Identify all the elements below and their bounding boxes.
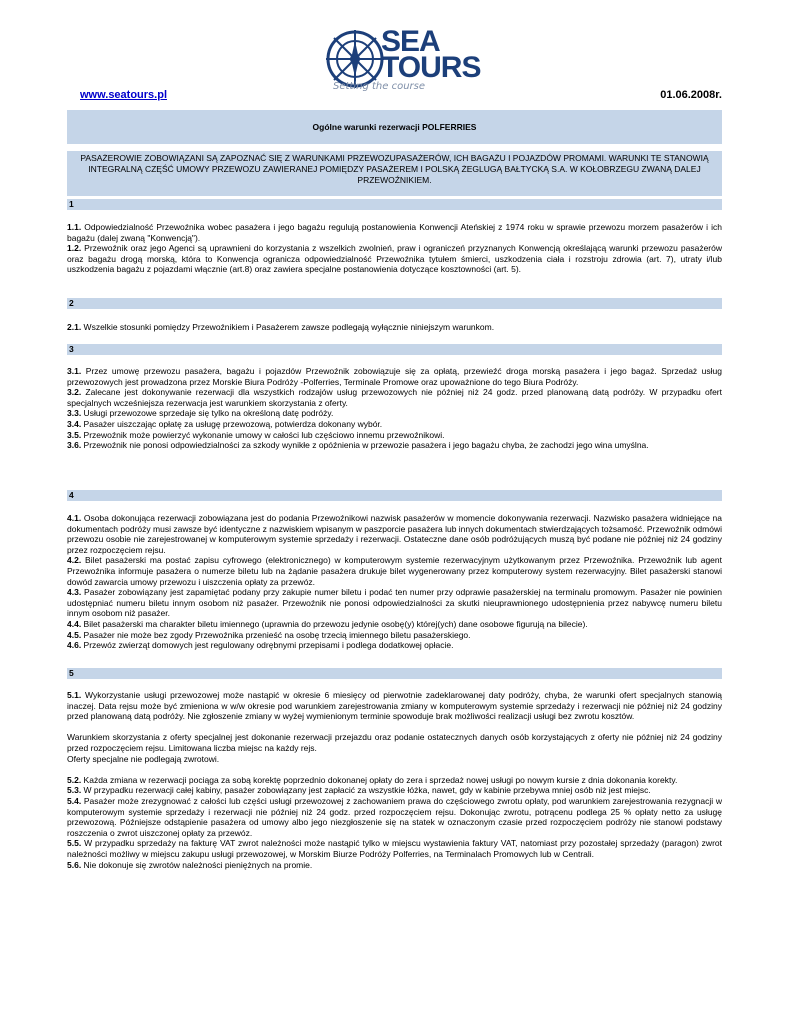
header-row	[67, 89, 722, 105]
clause-text: Wykorzystanie usługi przewozowej może nastąpić w okresie 6 miesięcy od pierwotnie zadeklarowanej daty podróży, chyba, że warunki ofert specjalnych stanowią inaczej. Data rejsu może być zmieniona w w/w okresie pod warunkiem zarejestrowania zmiany w komputerowym systemie sprzedaży i rezerwacji nie później niż 24 godziny przed planowaną datą podróży. Nie zgłoszenie zmiany w wyżej wymienionym terminie spowoduje brak możliwości realizacji usługi bez zwrotu kosztów.	[67, 690, 722, 722]
paragraph-gap	[67, 764, 722, 775]
clause-text: W przypadku rezerwacji całej kabiny, pasażer zobowiązany jest zapłacić za wszystkie łóżka, nawet, gdy w kabinie przebywa mniej osób niż jest miejsc.	[81, 785, 651, 796]
clause-text: Usługi przewozowe sprzedaje się tylko na określoną datę podróży.	[81, 408, 334, 419]
clause-number: 1.2.	[67, 243, 82, 254]
clause-text: Przez umowę przewozu pasażera, bagażu i pojazdów Przewoźnik zobowiązuje się za opłatą, przewieźć droga morską pasażera i jego bagaż. Sprzedaż usług przewozowych jest prowadzona przez Morskie Biura Podróży -Polferries, Terminale Promowe oraz upoważnione do tego Biura Podróży.	[67, 366, 722, 387]
paragraph	[67, 754, 722, 765]
clause-text: Warunkiem skorzystania z oferty specjalnej jest dokonanie rezerwacji przejazdu oraz podanie ostatecznych danych osób korzystających z oferty nie później niż 24 godziny przed rozpoczęciem rejsu. Limitowana liczba miejsc na każdy rejs.	[67, 732, 722, 753]
clause-number: 5.2.	[67, 774, 82, 785]
clause-number: 4.1.	[67, 513, 82, 523]
section-text-1	[67, 222, 722, 275]
paragraph	[67, 796, 722, 838]
paragraph	[67, 408, 722, 419]
paragraph	[67, 732, 722, 753]
clause-number: 3.1.	[67, 366, 82, 376]
clause-number: 4.4.	[67, 618, 82, 629]
clause-number: 4.6.	[67, 640, 82, 651]
clause-text: Pasażer nie może bez zgody Przewoźnika przenieść na osobę trzecią imiennego biletu pasażerskiego.	[81, 629, 471, 640]
document-title: Ogólne warunki rezerwacji POLFERRIES	[67, 110, 722, 144]
clause-text: W przypadku sprzedaży na fakturę VAT zwrot należności może nastąpić tylko w miejscu wystawienia faktury VAT, natomiast przy pozostałej sprzedaży (paragon) zwrot należności możliwy w miejscu zakupu usługi przewozowej, w Morskim Biurze Podróży Polferries, na Terminalach Promowych lub w Centrali.	[67, 838, 722, 859]
clause-number: 5.3.	[67, 785, 82, 796]
clause-number: 4.3.	[67, 587, 82, 598]
clause-text: Oferty specjalne nie podlegają zwrotowi.	[67, 753, 220, 764]
paragraph	[67, 838, 722, 859]
paragraph	[67, 513, 722, 555]
paragraph	[67, 419, 722, 430]
paragraph	[67, 690, 722, 722]
clause-number: 3.4.	[67, 418, 82, 429]
clause-number: 2.1.	[67, 322, 82, 332]
paragraph	[67, 619, 722, 630]
logo-tours-text: TOURS	[381, 51, 481, 84]
paragraph	[67, 440, 722, 451]
document-date: 01.06.2008r.	[660, 89, 722, 101]
clause-text: Nie dokonuje się zwrotów należności pieniężnych na promie.	[81, 859, 313, 870]
clause-number: 3.5.	[67, 429, 82, 440]
clause-text: Pasażer zobowiązany jest zapamiętać podany przy zakupie numer biletu i podać ten numer przy odprawie pasażerskiej na terminalu promowym. Pasażer nie powinien udostępniać numeru biletu innym osobom niż pasażer. Przewoźnik nie ponosi odpowiedzialności za skutki nieuprawnionego udostępnienia przez nabywcę numeru biletu innym osobom niż pasażer.	[67, 587, 722, 619]
notice-banner: PASAŻEROWIE ZOBOWIĄZANI SĄ ZAPOZNAĆ SIĘ Z WARUNKAMI PRZEWOZUPASAŻERÓW, ICH BAGAŻU I POJAZDÓW PROMAMI. WARUNKI TE STANOWIĄ INTEGRALNĄ CZĘŚĆ UMOWY PRZEWOZU ZAWIERANEJ POMIĘDZY PASAŻEREM I POLSKĄ ŻEGLUGĄ BAŁTYCKĄ S.A. W KOŁOBRZEGU ZWANĄ DALEJ PRZEWOŹNIKIEM.	[67, 151, 722, 196]
clause-text: Bilet pasażerski ma charakter biletu imiennego (uprawnia do przewozu jedynie osobę(y) której(ych) dane osobowe figurują na bilecie).	[81, 618, 588, 629]
logo-tagline: Setting the course	[333, 81, 426, 92]
clause-text: Przewoźnik może powierzyć wykonanie umowy w całości lub częściowo innemu przewoźnikowi.	[81, 429, 445, 440]
section-text-2	[67, 322, 722, 333]
paragraph	[67, 243, 722, 275]
paragraph	[67, 860, 722, 871]
clause-text: Osoba dokonująca rezerwacji zobowiązana jest do podania Przewoźnikowi nazwisk pasażerów w momencie dokonywania rezerwacji. Nazwisko pasażera widniejące na dokumentach podróży musi zawsze być identyczne z nazwiskiem wpisanym w paszporcie pasażera lub innych dokumentach stwierdzających tożsamość. Przewoźnik odmówi przewozu osobie nie zarejestrowanej w komputerowym systemie sprzedaży i rezerwacji. Ostateczne dane osób podróżujących muszą być podane nie później niż 24 godziny przez rozpoczęciem rejsu.	[67, 513, 722, 555]
clause-text: Każda zmiana w rezerwacji pociąga za sobą korektę poprzednio dokonanej opłaty do zera i sprzedaż nowej usługi po nowym kursie z dnia dokonania korekty.	[81, 774, 678, 785]
section-header-2: 2	[67, 298, 722, 309]
paragraph	[67, 430, 722, 441]
clause-number: 3.6.	[67, 440, 82, 451]
paragraph	[67, 775, 722, 786]
paragraph	[67, 387, 722, 408]
section-text-3	[67, 366, 722, 451]
paragraph	[67, 322, 722, 333]
clause-number: 5.1.	[67, 690, 82, 700]
section-header-5: 5	[67, 668, 722, 679]
section-text-4	[67, 513, 722, 651]
section-text-5	[67, 690, 722, 870]
clause-text: Pasażer uiszczając opłatę za usługę przewozową, potwierdza dokonany wybór.	[81, 418, 383, 429]
clause-number: 4.5.	[67, 629, 82, 640]
section-header-4: 4	[67, 490, 722, 501]
clause-number: 3.3.	[67, 408, 82, 419]
paragraph-gap	[67, 722, 722, 733]
clause-text: Przewóz zwierząt domowych jest regulowany odrębnymi przepisami i podlega dodatkowej opłacie.	[81, 640, 454, 651]
clause-number: 4.2.	[67, 555, 82, 566]
clause-number: 5.6.	[67, 859, 82, 870]
clause-number: 3.2.	[67, 387, 82, 398]
clause-text: Odpowiedzialność Przewoźnika wobec pasażera i jego bagażu regulują postanowienia Konwencji Ateńskiej z 1974 roku w sprawie przewozu morzem pasażerów i ich bagażu (dalej zwaną "Konwencją").	[67, 222, 722, 243]
clause-number: 1.1.	[67, 222, 82, 232]
website-link[interactable]: www.seatours.pl	[80, 89, 168, 101]
ship-wheel-icon	[325, 29, 385, 89]
logo-sea-text: SEA	[381, 25, 440, 58]
clause-text: Przewoźnik nie ponosi odpowiedzialności za szkody wynikłe z opóźnienia w przewozie pasażera i jego bagażu chyba, że zachodzi jego wina umyślna.	[81, 440, 649, 451]
paragraph	[67, 630, 722, 641]
clause-text: Zalecane jest dokonywanie rezerwacji dla wszystkich rodzajów usług przewozowych nie później niż 24 godz. przed planowaną datą podróży. W przypadku ofert specjalnych wcześniejsza rezerwacja jest warunkiem skorzystania z oferty.	[67, 387, 722, 408]
clause-text: Bilet pasażerski ma postać zapisu cyfrowego (elektronicznego) w komputerowym systemie rezerwacyjnym użytkowanym przez Przewoźnika. Przewoźnik lub agent Przewoźnika informuje pasażera o numerze biletu lub na żądanie pasażera drukuje bilet wygenerowany przez komputerowy system rezerwacyjny. Bilet pasażerski stanowi dowód zawarcia umowy przewozu i uiszczenia opłaty za przewóz.	[67, 555, 722, 587]
clause-number: 5.5.	[67, 838, 82, 849]
clause-text: Pasażer może zrezygnować z całości lub części usługi przewozowej z zachowaniem prawa do częściowego zwrotu opłaty, pod warunkiem zarejestrowania rezygnacji w komputerowym systemie sprzedaży i rezerwacji nie później niż 24 godz. przed rozpoczęciem rejsu. Dokonując zwrotu, potrącenu podlega 25 % opłaty netto za usługę przewozową. Późniejsze odstąpienie pasażera od umowy albo jego niezgłoszenie się na statek w oznaczonym czasie przed rozpoczęciem podróży nie stanowi podstawy roszczenia o zwrot uiszczonej opłaty za przewóz.	[67, 795, 722, 838]
seatours-logo	[325, 25, 481, 95]
clause-number: 5.4.	[67, 795, 82, 806]
section-header-3: 3	[67, 344, 722, 355]
paragraph	[67, 555, 722, 587]
paragraph	[67, 785, 722, 796]
paragraph	[67, 222, 722, 243]
clause-text: Przewoźnik oraz jego Agenci są uprawnieni do korzystania z wszelkich zwolnień, praw i ograniczeń przyznanych Konwencją określającą warunki przewozu pasażerów oraz bagażu drogą morską, która to Konwencja ogranicza odpowiedzialność Przewoźnika tytułem śmierci, uszkodzenia ciała i rozstroju zdrowia (art. 7), utraty i/lub uszkodzenia bagażu z pojazdami włącznie (art.8) oraz zawiera specjalne postanowienia dotyczące kosztowności (art. 5).	[67, 243, 722, 275]
clause-text: Wszelkie stosunki pomiędzy Przewoźnikiem i Pasażerem zawsze podlegają wyłącznie niniejszym warunkom.	[81, 322, 495, 332]
paragraph	[67, 587, 722, 619]
paragraph	[67, 640, 722, 651]
paragraph	[67, 366, 722, 387]
section-header-1: 1	[67, 199, 722, 210]
